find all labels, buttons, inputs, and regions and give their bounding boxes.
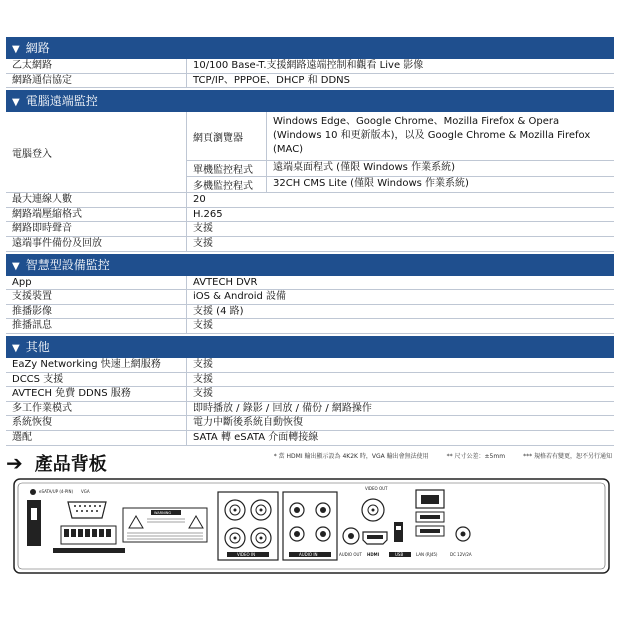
spec-value: AVTECH DVR (186, 276, 614, 290)
video-in-block (218, 492, 278, 560)
dc-power-pin (461, 532, 466, 537)
usb-port (394, 522, 403, 542)
spec-value: iOS & Android 設備 (186, 290, 614, 304)
spec-value: 支援 (186, 222, 614, 236)
browser-row (187, 112, 614, 161)
spec-key: 支援裝置 (12, 291, 52, 303)
triangle-down-icon: ▼ (12, 260, 20, 272)
spec-row (6, 402, 614, 417)
usb-slot-upper (420, 515, 440, 519)
spec-key: 推播訊息 (12, 320, 52, 332)
warning-label: WARNING (154, 511, 172, 515)
spec-value: SATA 轉 eSATA 介面轉接線 (186, 431, 614, 445)
spec-subkey: 多機監控程式 (193, 181, 253, 193)
spec-value: 支援 (186, 358, 614, 372)
spec-row (6, 208, 614, 223)
audio-in-label: AUDIO IN (299, 552, 318, 557)
spec-subkey: 單機監控程式 (193, 165, 253, 177)
section-title: 智慧型設備監控 (25, 257, 110, 272)
triangle-down-icon: ▼ (12, 342, 20, 354)
spec-value: 10/100 Base-T.支援網路遠端控制和觀看 Live 影像 (186, 59, 614, 73)
spec-key: 多工作業模式 (12, 402, 72, 414)
spec-key: 系統恢復 (12, 417, 52, 429)
footnote: ** 尺寸公差：±5mm (446, 452, 506, 460)
spec-value: 支援 (186, 373, 614, 387)
usb-slot-lower (420, 529, 440, 533)
footnote: * 當 HDMI 輸出顯示設為 4K2K 時，VGA 輸出會無法使用 (273, 452, 429, 460)
browser-line: (MAC) (273, 144, 304, 156)
spec-value: 支援 (186, 319, 614, 333)
spec-row (6, 358, 614, 373)
triangle-down-icon: ▼ (12, 97, 20, 109)
single-monitor-row (187, 161, 614, 177)
spec-key: App (12, 276, 32, 288)
hdmi-slot (367, 535, 383, 539)
multi-monitor-row (187, 177, 614, 192)
spec-key: 選配 (12, 431, 32, 443)
spec-row (6, 373, 614, 388)
spec-key: AVTECH 免費 DDNS 服務 (12, 388, 131, 400)
usb-label: USB (395, 552, 404, 557)
section-title: 網路 (25, 41, 50, 55)
spec-value: 支援 (186, 237, 614, 251)
spec-row (6, 59, 614, 74)
spec-row (6, 387, 614, 402)
rear-panel-drawing (13, 478, 610, 574)
screw-icon (30, 489, 36, 495)
spec-key: 網路通信協定 (12, 74, 72, 86)
rear-panel-title: 產品背板 (34, 454, 107, 475)
section-header-others (6, 336, 614, 358)
spec-value: 20 (186, 193, 614, 207)
triangle-down-icon: ▼ (12, 44, 20, 55)
spec-row (6, 276, 614, 291)
spec-key: DCCS 支援 (12, 373, 64, 385)
section-title: 其他 (25, 339, 50, 354)
audio-out-label: AUDIO OUT (339, 552, 362, 557)
spec-value: H.265 (186, 208, 614, 222)
spec-key: 最大連線人數 (12, 194, 72, 206)
section-title: 電腦遠端監控 (25, 94, 98, 109)
section-header-pc-remote (6, 90, 614, 112)
hdmi-label: HDMI (367, 552, 380, 557)
spec-key: 網路即時聲音 (12, 223, 72, 235)
spec-row (6, 193, 614, 208)
vga-label: VGA (81, 489, 90, 494)
spec-value: TCP/IP、PPPOE、DHCP 和 DDNS (186, 74, 614, 88)
esata-port (27, 500, 41, 546)
spec-value: 32CH CMS Lite (僅限 Windows 作業系統) (266, 177, 614, 192)
dc-label: DC 12V/2A (450, 552, 472, 557)
spec-key: 乙太網路 (12, 60, 52, 71)
spec-key: EaZy Networking 快速上網服務 (12, 358, 161, 370)
footnote: *** 規格若有變更，恕不另行通知 (523, 452, 612, 460)
arrow-right-icon: ➔ (6, 451, 23, 475)
spec-value: 遠端桌面程式 (僅限 Windows 作業系統) (266, 161, 614, 176)
spec-row (6, 305, 614, 320)
spec-row (6, 74, 614, 89)
terminal-pins (64, 529, 111, 537)
spec-key: 遠端事件備份及回放 (12, 237, 102, 249)
spec-row (6, 319, 614, 334)
spec-row (6, 431, 614, 446)
rear-panel-heading (6, 450, 107, 476)
audio-in-block (283, 492, 337, 560)
section-header-smart-device (6, 254, 614, 276)
usb-slot (396, 526, 401, 530)
spec-row (6, 416, 614, 431)
spec-row (6, 237, 614, 252)
spec-value: 電力中斷後系統自動恢復 (186, 416, 614, 430)
browser-line: (Windows 10 和更新版本)，以及 Google Chrome & Mozilla Firefox (273, 130, 591, 142)
browser-line: Windows Edge、Google Chrome、Mozilla Firefox & Opera (273, 116, 560, 128)
section-header-network (6, 37, 614, 59)
spec-sheet (6, 37, 614, 460)
spec-key: 推播影像 (12, 305, 52, 317)
spec-row (6, 222, 614, 237)
esata-label: eSATA/UP (4-PIN) (39, 489, 74, 494)
video-in-label: VIDEO IN (237, 552, 256, 557)
browser-value (266, 112, 614, 160)
spec-key: 電腦登入 (12, 148, 52, 160)
spec-value: 支援 (4 路) (186, 305, 614, 319)
lan-label: LAN (RJ45) (416, 552, 438, 557)
video-out-pin (372, 509, 375, 512)
spec-row (6, 290, 614, 305)
spec-value: 支援 (186, 387, 614, 401)
spec-subkey: 網頁瀏覽器 (193, 132, 243, 144)
lan-jack (421, 495, 439, 504)
spec-value: 即時播放 / 錄影 / 回放 / 備份 / 網路操作 (186, 402, 614, 416)
terminal-label-strip (53, 548, 125, 553)
video-out-label: VIDEO OUT (365, 486, 388, 491)
spec-key: 網路端壓縮格式 (12, 208, 82, 220)
pc-login-block (6, 112, 614, 193)
audio-out-pin (348, 533, 354, 539)
esata-slot (31, 508, 37, 520)
